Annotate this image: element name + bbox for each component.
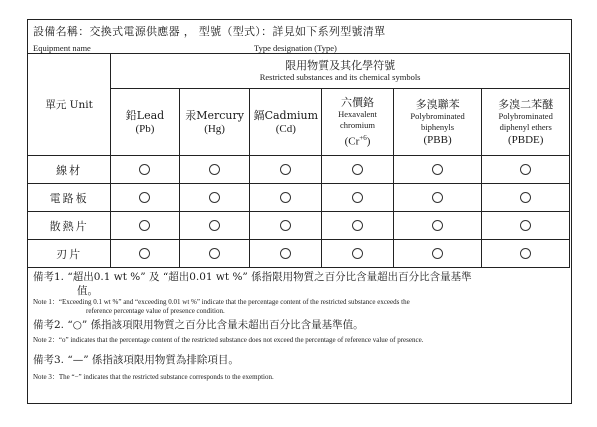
note1-en-line1: Note 1：“Exceeding 0.1 wt %” and “exceeding 0.01 wt %” indicate that the percentage content of the restricted substance exceeds the xyxy=(33,298,410,306)
substance-pbb xyxy=(393,89,482,156)
note3-en: Note 3：The “−” indicates that the restricted substance corresponds to the exemption. xyxy=(33,373,274,381)
mark-cell xyxy=(250,156,322,184)
substance-name: 鎘Cadmium xyxy=(253,108,319,122)
mark-cell xyxy=(322,240,394,268)
mark-cell xyxy=(482,212,570,240)
note1-en-line2: reference percentage value of presence condition. xyxy=(86,307,225,315)
mark-cell xyxy=(250,212,322,240)
mark-cell xyxy=(179,240,250,268)
circle-mark-icon xyxy=(352,248,363,259)
substance-symbol: (PBDE) xyxy=(507,133,544,146)
substance-name-en-2: diphenyl ethers xyxy=(499,121,552,132)
mark-cell xyxy=(179,156,250,184)
circle-mark-icon xyxy=(280,220,291,231)
mark-cell xyxy=(250,240,322,268)
document-title: 設備名稱：交換式電源供應器 ， 型號（型式）：詳見如下系列型號清單 xyxy=(33,25,386,38)
restricted-header-en: Restricted substances and its chemical symbols xyxy=(259,72,421,82)
mark-cell xyxy=(111,156,179,184)
circle-mark-icon xyxy=(209,248,220,259)
substance-name-en-1: Polybrominated xyxy=(498,110,553,121)
circle-mark-icon xyxy=(139,192,150,203)
type-designation-label: Type designation (Type) xyxy=(254,43,337,53)
mark-cell xyxy=(482,184,570,212)
note3-cn: 備考3. “—” 係指該項限用物質為排除項目。 xyxy=(33,354,239,366)
unit-label-blade: 刃片 xyxy=(28,240,111,268)
table-header-row xyxy=(28,54,570,89)
note1-cn: 備考1. “超出0.1 wt %” 及 “超出0.01 wt %” 係指限用物質之百分比含量超出百分比含量基準 xyxy=(33,271,472,283)
circle-mark-icon xyxy=(520,248,531,259)
circle-mark-icon xyxy=(139,164,150,175)
equipment-name-label: Equipment name xyxy=(33,43,91,53)
table-row xyxy=(28,212,570,240)
substance-symbol: (Pb) xyxy=(135,122,155,135)
circle-mark-icon xyxy=(520,220,531,231)
substance-symbol: (PBB) xyxy=(423,133,452,146)
mark-cell xyxy=(322,156,394,184)
circle-mark-icon xyxy=(209,220,220,231)
substance-name: 鉛Lead xyxy=(125,108,165,122)
substance-symbol: $(Cr^{+6})$ xyxy=(344,133,371,148)
substance-name-en-2: chromium xyxy=(340,119,375,130)
rohs-declaration-document xyxy=(27,19,572,404)
circle-mark-icon xyxy=(432,220,443,231)
circle-mark-icon xyxy=(352,164,363,175)
mark-cell xyxy=(393,156,482,184)
substance-name-en-2: biphenyls xyxy=(421,121,455,132)
restricted-header-cn: 限用物質及其化學符號 xyxy=(285,59,396,72)
mark-cell xyxy=(179,212,250,240)
mark-cell xyxy=(111,240,179,268)
circle-mark-icon xyxy=(280,192,291,203)
substance-cadmium xyxy=(250,89,322,156)
substance-name-en-1: Hexavalent xyxy=(338,108,377,119)
mark-cell xyxy=(179,184,250,212)
substance-name: 汞Mercury xyxy=(185,108,244,122)
circle-mark-icon xyxy=(352,220,363,231)
restricted-substances-header xyxy=(111,54,570,89)
substance-pbde xyxy=(482,89,570,156)
circle-mark-icon xyxy=(139,220,150,231)
table-row xyxy=(28,184,570,212)
mark-cell xyxy=(482,240,570,268)
substance-symbol: (Cd) xyxy=(275,122,296,135)
mark-cell xyxy=(393,240,482,268)
substance-name-cn: 多溴聯苯 xyxy=(415,97,460,111)
unit-header: 單元 Unit xyxy=(28,54,111,156)
circle-mark-icon xyxy=(280,248,291,259)
substance-hexavalent-chromium xyxy=(322,89,394,156)
circle-mark-icon xyxy=(352,192,363,203)
table-row xyxy=(28,156,570,184)
substance-symbol: (Hg) xyxy=(204,122,225,135)
mark-cell xyxy=(482,156,570,184)
mark-cell xyxy=(393,184,482,212)
mark-cell xyxy=(111,184,179,212)
unit-label-heatsink: 散熱片 xyxy=(28,212,111,240)
circle-mark-icon xyxy=(432,164,443,175)
mark-cell xyxy=(393,212,482,240)
substance-name-cn: 多溴二苯醚 xyxy=(498,97,554,111)
substance-name-en-1: Polybrominated xyxy=(410,110,465,121)
substance-lead xyxy=(111,89,179,156)
circle-mark-icon xyxy=(432,248,443,259)
table-row xyxy=(28,240,570,268)
unit-label-wire: 線材 xyxy=(28,156,111,184)
circle-mark-icon xyxy=(520,164,531,175)
note2-cn: 備考2. “○” 係指該項限用物質之百分比含量未超出百分比含量基準值。 xyxy=(33,319,364,331)
circle-mark-icon xyxy=(280,164,291,175)
circle-mark-icon xyxy=(520,192,531,203)
circle-mark-icon xyxy=(432,192,443,203)
note2-en: Note 2：“o” indicates that the percentage content of the restricted substance does not exceed the percentage of reference value of presence. xyxy=(33,336,424,344)
mark-cell xyxy=(322,212,394,240)
substance-name-cn: 六價鉻 xyxy=(341,95,374,109)
unit-label-circuit-board: 電路板 xyxy=(28,184,111,212)
restricted-substances-table xyxy=(27,53,570,268)
note1-cn-cont: 值。 xyxy=(77,285,98,297)
circle-mark-icon xyxy=(209,164,220,175)
circle-mark-icon xyxy=(209,192,220,203)
notes-section xyxy=(33,270,568,382)
mark-cell xyxy=(322,184,394,212)
circle-mark-icon xyxy=(139,248,150,259)
substance-mercury xyxy=(179,89,250,156)
note1-en xyxy=(33,298,568,316)
mark-cell xyxy=(250,184,322,212)
mark-cell xyxy=(111,212,179,240)
